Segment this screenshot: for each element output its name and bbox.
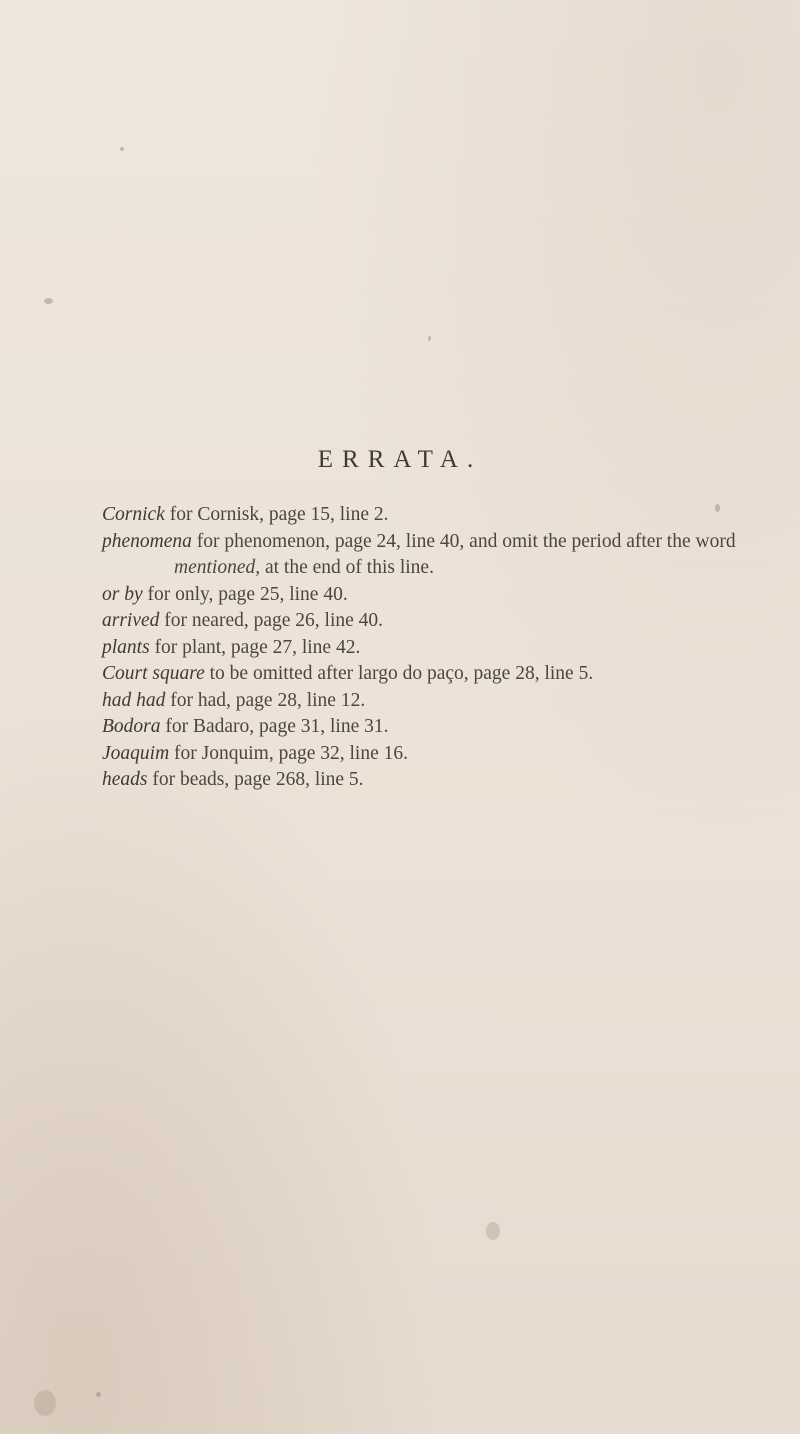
paper-speck — [715, 504, 720, 512]
errata-entry — [102, 502, 792, 529]
errata-wrong-word: plants — [102, 636, 150, 658]
errata-entry — [102, 582, 792, 609]
errata-correction: for Jonquim, page 32, line 16. — [169, 742, 408, 764]
errata-note-emphasis: mentioned, — [174, 557, 261, 578]
errata-wrong-word: Court square — [102, 663, 205, 684]
errata-entry — [102, 741, 792, 768]
errata-wrong-word: had had — [102, 689, 166, 711]
errata-wrong-word: Bodora — [102, 716, 161, 737]
errata-wrong-word: Cornick — [102, 504, 165, 525]
errata-note-text: at the end of this line. — [260, 557, 434, 578]
errata-correction: for only, page 25, line 40. — [142, 583, 348, 605]
errata-wrong-word: arrived — [102, 610, 160, 631]
errata-entry — [102, 608, 792, 635]
errata-correction: to be omitted after largo do paço, page 28, line 5. — [204, 663, 594, 684]
errata-entry — [102, 714, 792, 741]
errata-wrong-word: phenomena — [102, 530, 192, 552]
errata-wrong-word: Joaquim — [102, 742, 170, 764]
errata-correction: for phenomenon, page 24, line 40, and omit the period after the word — [191, 530, 736, 552]
errata-correction: for Cornisk, page 15, line 2. — [164, 504, 389, 525]
errata-correction: for beads, page 268, line 5. — [147, 769, 364, 790]
errata-entry — [102, 661, 792, 688]
paper-speck — [44, 298, 53, 304]
errata-entry — [102, 688, 792, 715]
errata-note — [102, 555, 792, 582]
errata-correction: for had, page 28, line 12. — [165, 689, 366, 711]
paper-speck — [34, 1390, 56, 1416]
paper-speck — [120, 147, 124, 151]
errata-correction: for neared, page 26, line 40. — [159, 610, 384, 631]
paper-speck — [486, 1222, 500, 1240]
errata-correction: for plant, page 27, line 42. — [149, 636, 361, 658]
errata-correction: for Badaro, page 31, line 31. — [160, 716, 389, 737]
errata-wrong-word: or by — [102, 583, 143, 605]
errata-entry — [102, 767, 792, 794]
paper-speck — [428, 336, 431, 341]
paper-speck — [96, 1392, 101, 1397]
page-title: ERRATA. — [317, 446, 483, 473]
errata-entry — [102, 635, 792, 662]
errata-entry — [102, 529, 792, 582]
errata-wrong-word: heads — [102, 769, 148, 790]
errata-list — [102, 502, 792, 794]
